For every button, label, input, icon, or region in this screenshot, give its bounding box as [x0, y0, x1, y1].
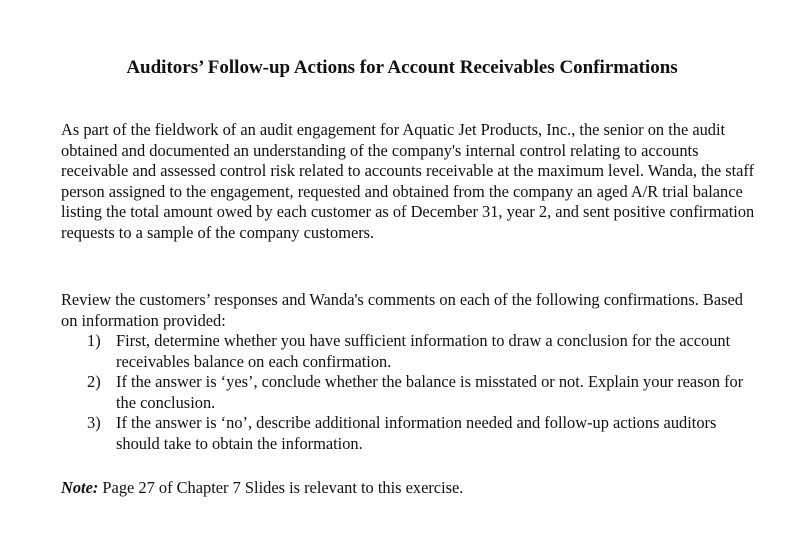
step-number: 2)	[87, 372, 101, 391]
step-number: 1)	[87, 331, 101, 350]
step-text: If the answer is ‘no’, describe additional information needed and follow-up actions auditors should take to obtain the information.	[116, 413, 717, 453]
step-item-2	[61, 372, 761, 413]
step-number: 3)	[87, 413, 101, 432]
note-label: Note:	[61, 478, 99, 497]
step-item-3	[61, 413, 761, 454]
note-paragraph	[61, 478, 761, 499]
steps-list	[61, 331, 761, 454]
intro-paragraph: As part of the fieldwork of an audit engagement for Aquatic Jet Products, Inc., the senior on the audit obtained and documented an understanding of the company's internal control relating to accounts receivable and assessed control risk related to accounts receivable at the maximum level. Wanda, the staff person assigned to the engagement, requested and obtained from the company an aged A/R trial balance listing the total amount owed by each customer as of December 31, year 2, and sent positive confirmation requests to a sample of the company customers.	[61, 120, 755, 242]
step-text: First, determine whether you have sufficient information to draw a conclusion for the account receivables balance on each confirmation.	[116, 331, 731, 371]
document-title: Auditors’ Follow-up Actions for Account Receivables Confirmations	[126, 57, 678, 78]
note-text: Page 27 of Chapter 7 Slides is relevant to this exercise.	[98, 478, 464, 497]
instructions-paragraph: Review the customers’ responses and Wanda's comments on each of the following confirmations. Based on information provided:	[61, 290, 743, 330]
step-text: If the answer is ‘yes’, conclude whether the balance is misstated or not. Explain your reason for the conclusion.	[116, 372, 744, 412]
step-item-1	[61, 331, 761, 372]
